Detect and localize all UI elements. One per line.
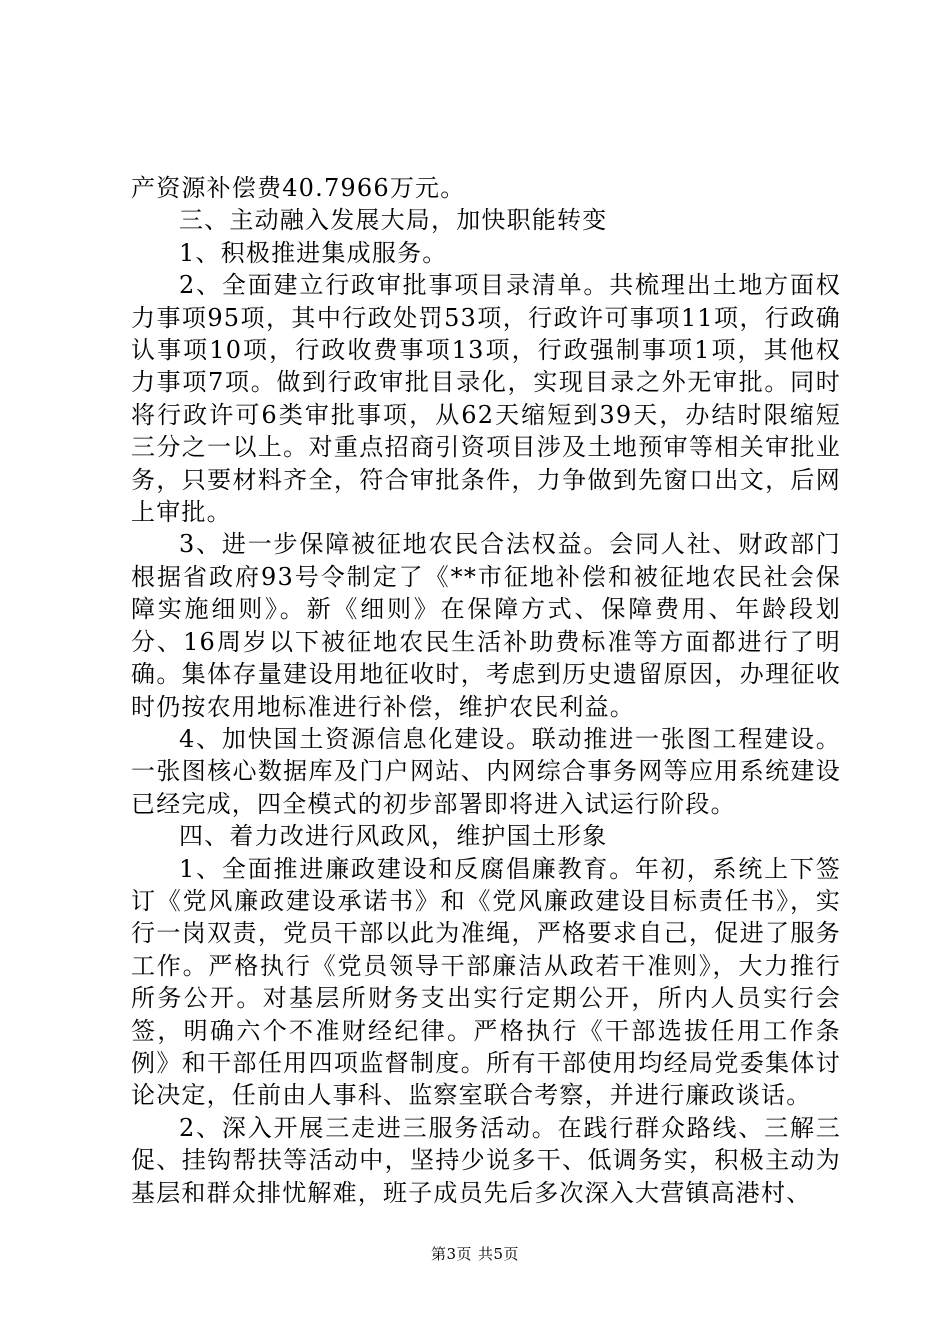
paragraph: 1、积极推进集成服务。 <box>179 238 448 267</box>
paragraph: 4、加快国土资源信息化建设。联动推进一张图工程建设。一张图核心数据库及门户网站、内网综合事务网等应用系统建设已经完成，四全模式的初步部署即将进入试运行阶段。 <box>131 724 841 818</box>
page-number-total: 共5页 <box>478 1245 520 1263</box>
document-body <box>131 172 841 1209</box>
page-number-current: 第3页 <box>430 1245 472 1263</box>
paragraph: 2、深入开展三走进三服务活动。在践行群众路线、三解三促、挂钩帮扶等活动中，坚持少说多干、低调务实，积极主动为基层和群众排忧解难，班子成员先后多次深入大营镇高港村、 <box>131 1113 841 1207</box>
paragraph: 1、全面推进廉政建设和反腐倡廉教育。年初，系统上下签订《党风廉政建设承诺书》和《党风廉政建设目标责任书》，实行一岗双责，党员干部以此为准绳，严格要求自己，促进了服务工作。严格执行《党员领导干部廉洁从政若干准则》，大力推行所务公开。对基层所财务支出实行定期公开，所内人员实行会签，明确六个不准财经纪律。严格执行《干部选拔任用工作条例》和干部任用四项监督制度。所有干部使用均经局党委集体讨论决定，任前由人事科、监察室联合考察，并进行廉政谈话。 <box>131 854 841 1110</box>
section-heading-3: 三、主动融入发展大局，加快职能转变 <box>179 206 608 235</box>
page-footer <box>0 1244 950 1264</box>
paragraph: 3、进一步保障被征地农民合法权益。会同人社、财政部门根据省政府93号令制定了《**市征地补偿和被征地农民社会保障实施细则》。新《细则》在保障方式、保障费用、年龄段划分、16周岁以下被征地农民生活补助费标准等方面都进行了明确。集体存量建设用地征收时，考虑到历史遗留原因，办理征收时仍按农用地标准进行补偿，维护农民利益。 <box>131 530 841 721</box>
section-heading-4: 四、着力改进行风政风，维护国土形象 <box>179 822 608 851</box>
paragraph: 2、全面建立行政审批事项目录清单。共梳理出土地方面权力事项95项，其中行政处罚53项，行政许可事项11项，行政确认事项10项，行政收费事项13项，行政强制事项1项，其他权力事项7项。做到行政审批目录化，实现目录之外无审批。同时将行政许可6类审批事项，从62天缩短到39天，办结时限缩短三分之一以上。对重点招商引资项目涉及土地预审等相关审批业务，只要材料齐全，符合审批条件，力争做到先窗口出文，后网上审批。 <box>131 271 841 527</box>
paragraph-continuation: 产资源补偿费40.7966万元。 <box>131 174 466 202</box>
